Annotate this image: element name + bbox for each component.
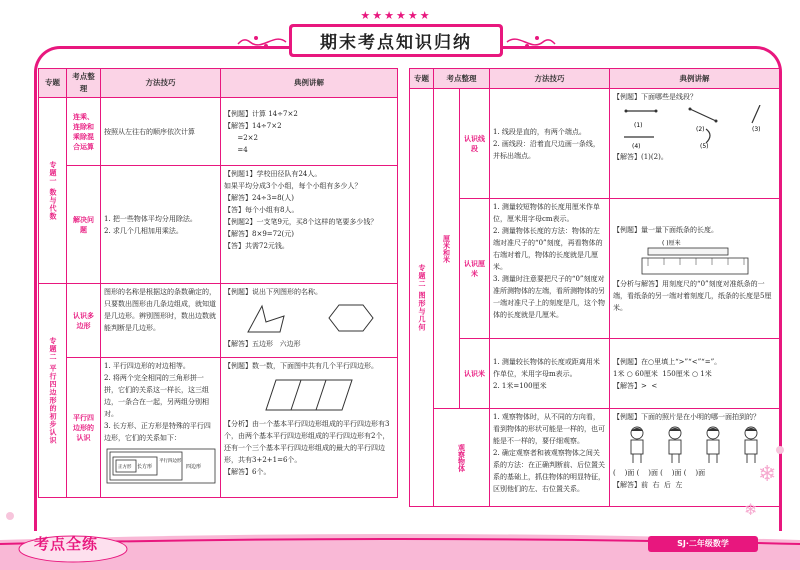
method-meter: 1. 测量较长物体的长度或距离用米作单位，米用字母m表示。 2. 1米=100厘米 — [490, 339, 610, 409]
hexagon-figure — [327, 302, 375, 334]
segments-figure — [620, 105, 770, 149]
method-line-segment: 1. 线段是直的，有两个端点。 2. 画线段：沿着直尺边画一条线，并标出端点。 — [490, 89, 610, 199]
children-views-figure — [617, 425, 772, 465]
group-observe-objects: 观察物体 — [434, 409, 490, 507]
point-meter: 认识米 — [460, 339, 490, 409]
ruler-blank: ( )厘米 — [661, 239, 681, 247]
point-word-problems: 解决问题 — [67, 166, 101, 284]
table-row — [39, 358, 398, 498]
method-centimeter: 1. 测量较短物体的长度用厘米作单位，厘米用字母cm表示。 2. 测量物体长度的方法：物体的左端对准尺子的“0”刻度，再看物体的右端对着几，物体的长度就是几厘米。 3. 测量时注意要把尺子的“0”刻度对准所测物体的左端，看所测物体的另一端对准尺子上的刻度是几，这个物体的长度就是几厘米。 — [490, 199, 610, 339]
table-row — [410, 409, 780, 507]
table-row — [39, 284, 398, 358]
polygon-figures — [224, 300, 394, 336]
method-parallelogram: 1. 平行四边形的对边相等。 2. 将两个完全相同的三角形拼一拼，它们的关系这一样长，这三组边，一条合在一起，另两组分别相对。 3. 长方形、正方形是特殊的平行四边形，它们的关系如下： 长方形 正方形 平行四边形 四边形 — [101, 358, 221, 498]
ruler-figure — [640, 238, 750, 276]
title-stars: ★★★★★★ — [360, 9, 432, 22]
example-word-problems: 【例题1】学校田径队有24人。 如果平均分成3个小组，每个小组有多少人？ 【解答】24÷3=8(人) 【答】每个小组有8人。 【例题2】一支笔9元，买8个这样的笔要多少钱？ 【解答】8×9=72(元) 【答】共需72元钱。 — [221, 166, 398, 284]
label-seg-2: (2) — [695, 126, 704, 133]
label-seg-1: (1) — [633, 122, 642, 129]
parallelogram-count-figure — [264, 378, 354, 412]
label-parallelogram: 平行四边形 — [158, 459, 181, 464]
left-summary-table — [38, 68, 398, 498]
point-polygons: 认识多边形 — [67, 284, 101, 358]
example-parallelogram: 【例题】数一数，下面图中共有几个平行四边形。 【分析】由一个基本平行四边形组成的平行四边形有3个，由两个基本平行四边形组成的平行四边形有2个，还有一个三个基本平行四边形组成的最大的平行四边形，共有3+2+1=6个。 【解答】6个。 — [221, 358, 398, 498]
left-header-row — [39, 69, 398, 98]
label-quadrilateral: 四边形 — [185, 464, 201, 470]
example-mixed-ops: 【例题】计算 14÷7×2 【解答】14÷7×2 =2×2 =4 — [221, 98, 398, 166]
table-row — [410, 199, 780, 339]
col-topic: 专题 — [39, 69, 67, 98]
right-header-row — [410, 69, 780, 89]
method-mixed-ops: 按照从左往右的顺序依次计算 — [101, 98, 221, 166]
point-parallelogram: 平行四边形的认识 — [67, 358, 101, 498]
point-centimeter: 认识厘米 — [460, 199, 490, 339]
example-observe-objects: 【例题】下面的照片是在小明的哪一面拍到的？ ( )面 ( )面 ( )面 ( )面 【解答】前 右 后 左 — [610, 409, 780, 507]
col-example: 典例讲解 — [610, 69, 780, 89]
col-topic: 专题 — [410, 69, 434, 89]
table-row — [39, 98, 398, 166]
label-seg-4: (4) — [631, 143, 640, 149]
col-method: 方法技巧 — [490, 69, 610, 89]
snowflake-icon: ❄ — [744, 500, 758, 519]
table-row — [410, 89, 780, 199]
label-square: 正方形 — [117, 465, 131, 470]
label-seg-5: (5) — [699, 143, 708, 149]
point-mixed-ops: 连乘、连除和乘除混合运算 — [67, 98, 101, 166]
decor-dot — [6, 512, 14, 520]
point-line-segment: 认识线段 — [460, 89, 490, 199]
col-method: 方法技巧 — [101, 69, 221, 98]
brand-name: 考点全练 — [34, 535, 99, 553]
group-cm-m: 厘米和米 — [434, 89, 460, 409]
snowflake-icon: ❄ — [758, 462, 777, 487]
pentagon-figure — [244, 302, 288, 334]
example-polygons: 【例题】说出下列图形的名称。 【解答】五边形 六边形 — [221, 284, 398, 358]
table-row — [39, 166, 398, 284]
method-polygons: 图形的名称是根据这的条数确定的，只要数出图形由几条边组成，就知道是几边形。辨别图形时，数出边数就能判断是几边形。 — [101, 284, 221, 358]
topic-parallelogram: 专题二 平行四边形的初步认识 — [39, 284, 67, 498]
right-summary-table — [409, 68, 780, 507]
label-rectangle: 长方形 — [136, 464, 152, 470]
col-example: 典例讲解 — [221, 69, 398, 98]
quadrilateral-relation-figure — [106, 448, 216, 484]
example-meter: 【例题】在○里填上“>”“<”“=”。 1米 ○ 60厘米 150厘米 ○ 1米 【解答】> < — [610, 339, 780, 409]
edition-badge: SJ·二年级数学 — [648, 536, 758, 552]
method-word-problems: 1. 把一些物体平均分用除法。 2. 求几个几相加用乘法。 — [101, 166, 221, 284]
example-centimeter: 【例题】量一量下面纸条的长度。 ( )厘米 【分析与解答】用刻度尺的“0”刻度对准纸条的一端，看纸条的另一端对着刻度几，纸条的长度是5厘米。 — [610, 199, 780, 339]
method-observe-objects: 1. 观察物体时，从不同的方向看，看到物体的形状可能是一样的，也可能是不一样的，要仔细观察。 2. 确定观察者和被观察物体之间关系的方法：在正确判断前、后位置关系的基础上，抓住物体的明显特征，区别他们的左、右位置关系。 — [490, 409, 610, 507]
page-title: 期末考点知识归纳 — [292, 27, 500, 54]
example-line-segment: 【例题】下面哪些是线段？ (1) (2) (3) (4) (5) 【解答】(1)(2)。 — [610, 89, 780, 199]
label-seg-3: (3) — [751, 126, 760, 133]
topic-number-algebra: 专题一 数与代数 — [39, 98, 67, 284]
topic-geometry: 专题二 图形与几何 — [410, 89, 434, 507]
col-point: 考点整理 — [67, 69, 101, 98]
left-flourish-icon — [236, 30, 288, 54]
right-flourish-icon — [505, 30, 557, 54]
decor-dot — [776, 446, 784, 454]
col-point: 考点整理 — [434, 69, 490, 89]
title-banner — [289, 24, 503, 57]
table-row — [410, 339, 780, 409]
